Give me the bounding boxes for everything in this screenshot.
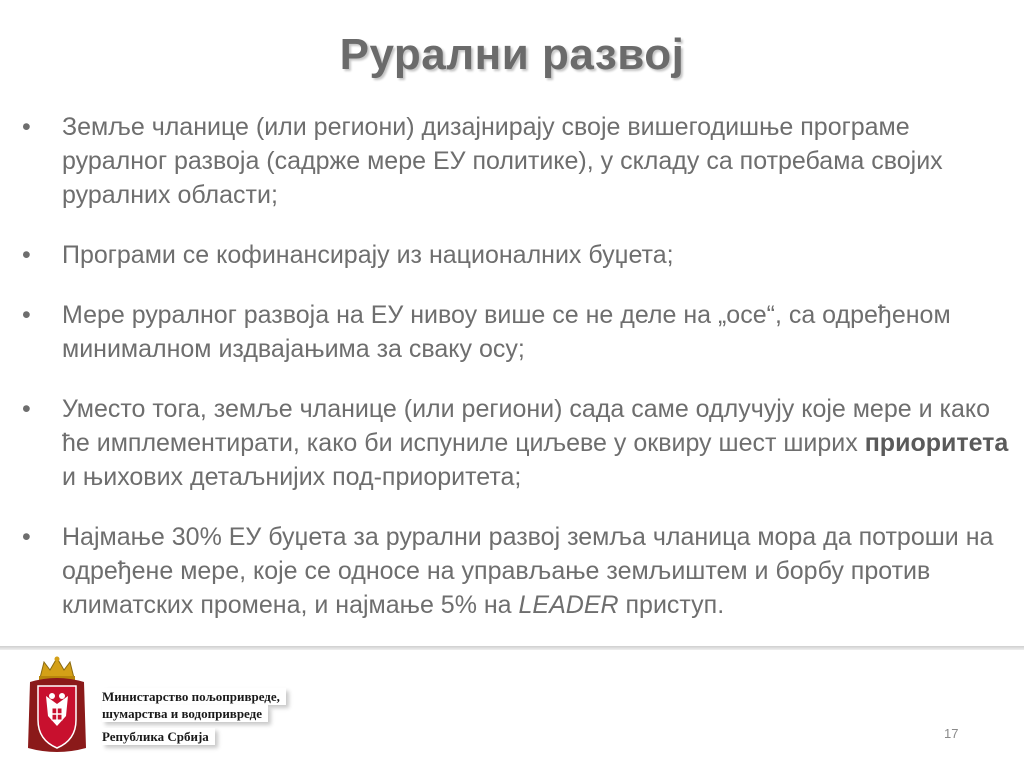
serbian-coat-of-arms-icon xyxy=(26,656,88,756)
bullet-text: Програми се кофинансирају из националних буџета; xyxy=(62,241,674,269)
bullet-marker: • xyxy=(22,113,31,141)
bullet-text-part: Уместо тога, земље чланице (или региони) сада саме одлучују које мере и како ће имплементирати, како би испуниле циљеве у оквиру шест ширих xyxy=(62,395,991,457)
bullet-item-3 xyxy=(22,298,1012,366)
bullet-text-part: и њихових детаљнијих под-приоритета; xyxy=(62,463,522,491)
bullet-item-2 xyxy=(22,238,1012,272)
bullet-marker: • xyxy=(22,241,31,269)
bullet-item-4 xyxy=(22,392,1012,494)
bullet-text-part: приступ. xyxy=(618,591,725,619)
slide-title: Рурални развој xyxy=(339,30,685,79)
bullet-item-5 xyxy=(22,520,1012,622)
bullet-bold-text: приоритета xyxy=(864,429,1009,457)
ministry-name-line-1: Министарство пољопривреде, xyxy=(102,688,286,705)
republic-name: Република Србија xyxy=(102,728,215,745)
bullet-marker: • xyxy=(22,523,31,551)
bullet-text-part: Најмање 30% ЕУ буџета за рурални развој земља чланица мора да потроши на одређене мере, које се односе на управљање земљиштем и борбу против климатских промена, и најмање 5% на xyxy=(62,523,994,619)
bullet-text: Мере руралног развоја на ЕУ нивоу више се не деле на „осе“, са одређеном минималном издвајањима за сваку осу; xyxy=(62,301,951,363)
ministry-block xyxy=(102,688,286,745)
ministry-name-line-2: шумарства и водопривреде xyxy=(102,705,268,722)
bullet-marker: • xyxy=(22,395,31,423)
bullet-list xyxy=(22,110,1012,648)
page-number: 17 xyxy=(944,726,959,741)
bullet-marker: • xyxy=(22,301,31,329)
footer-divider xyxy=(0,646,1024,650)
bullet-item-1 xyxy=(22,110,1012,212)
bullet-italic-text: LEADER xyxy=(518,591,619,619)
bullet-text: Земље чланице (или региони) дизајнирају своје вишегодишње програме руралног развоја (садрже мере ЕУ политике), у складу са потребама својих руралних области; xyxy=(62,113,943,209)
